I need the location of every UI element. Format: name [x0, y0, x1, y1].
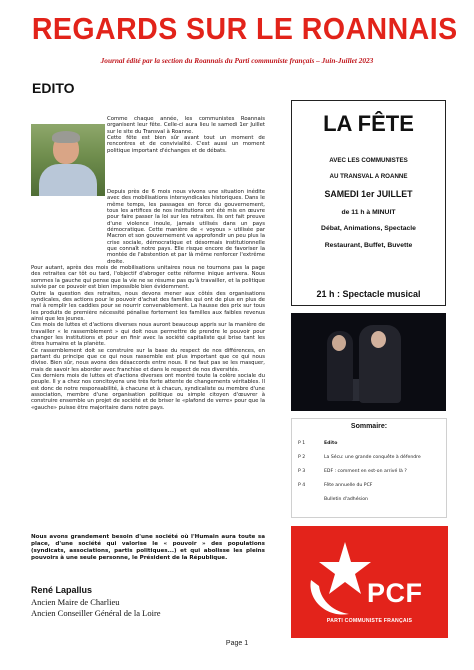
toc-entry: Edito — [324, 441, 338, 446]
fete-catering: Restaurant, Buffet, Buvette — [324, 242, 413, 249]
toc-entry: Bulletin d'adhésion — [324, 497, 368, 502]
table-of-contents — [291, 418, 447, 518]
edito-intro-paragraph-2: Cette fête est bien sûr avant tout un moment de rencontres et de convivialité. C'est aussi un moment politique important d'échanges et de débats. — [107, 135, 265, 154]
fete-spectacle: 21 h : Spectacle musical — [316, 289, 421, 299]
edito-intro — [107, 116, 265, 154]
toc-row — [298, 455, 443, 460]
fete-announcement-box — [291, 100, 446, 306]
signature-name: René Lapallus — [31, 585, 93, 595]
star-logo-icon — [305, 540, 375, 620]
musicians-photo — [291, 313, 446, 411]
edito-heading: EDITO — [32, 80, 75, 96]
toc-row — [298, 441, 443, 446]
fete-activities: Débat, Animations, Spectacle — [321, 225, 416, 232]
toc-page-number: P 2 — [298, 455, 306, 460]
signature-title-1: Ancien Maire de Charlieu — [31, 597, 120, 607]
edito-paragraph-5: Ce rassemblement doit se construire sur la base du respect de nos différences, en partant du principe que ce qui nous rassemble est plus important que ce qui nous divise. Bien sûr, nous avons des désaccords entre nous. Il ne faut pas se les masquer, mais de savoir les aborder avec franchise et dans le respect de nos diversités. — [31, 347, 265, 373]
toc-page-number: P 4 — [298, 483, 306, 488]
toc-entry: Fête annuelle du PCF — [324, 483, 373, 488]
pcf-logo-panel — [291, 526, 448, 638]
signature-title-2: Ancien Conseiller Général de la Loire — [31, 607, 161, 618]
pcf-letters: PCF — [367, 578, 423, 608]
fete-line-location: AU TRANSVAL A ROANNE — [329, 173, 408, 180]
toc-row — [298, 469, 443, 474]
edito-paragraph-3: Outre la question des retraites, nous devons mener aux côtés des organisations syndicales, des actions pour le pouvoir d'achat des familles qui ont de plus en plus de mal à remplir les caddies pour se nourrir convenablement. La hausse des prix sur tous les produits de première nécessité pénalise fortement les familles aux faibles revenus ainsi que les jeunes. — [31, 290, 265, 322]
toc-page-number: P 3 — [298, 469, 306, 474]
edito-body — [31, 189, 265, 411]
fete-title: LA FÊTE — [323, 111, 414, 136]
edito-paragraph-6: Ces derniers mois de luttes et d'actions diverses ont montré toute la colère sociale du peuple. Il y a chez nos concitoyens une très forte attente de changements véritables. Il est donc de notre responsabilité, à chacune et à chacun, syndicaliste ou membre d'une association, membre d'une organisation politique ou simple citoyen d'œuvrer à construire ensemble un projet de société et de briser le «plafond de verre» pour que la «gauche» puisse être majoritaire dans notre pays. — [31, 372, 265, 411]
signature-block — [31, 585, 265, 618]
fete-line-communists: AVEC LES COMMUNISTES — [329, 157, 408, 164]
author-photo — [31, 124, 105, 196]
toc-entry: La Sécu: une grande conquête à défendre — [324, 455, 421, 460]
fete-hours: de 11 h à MINUIT — [341, 209, 396, 216]
edito-paragraph-4: Ces mois de luttes et d'actions diverses nous auront beaucoup appris sur la manière de travailler « le rassemblement » qui doit nous permettre de prendre le pouvoir pour changer les institutions et pour en finir avec la société capitaliste qui brise tant les êtres humains et la planète. — [31, 322, 265, 348]
toc-page-number: P 1 — [298, 441, 306, 446]
edito-intro-paragraph-1: Comme chaque année, les communistes Roannais organisent leur fête. Celle-ci aura lieu le samedi 1er Juillet sur le site du Transval à Roanne. — [107, 116, 265, 135]
fete-date: SAMEDI 1er JUILLET — [324, 189, 413, 199]
edito-paragraph-1: Depuis près de 6 mois nous vivons une situation inédite avec des mobilisations intersyndicales historiques. Dans le même temps, les passages en force du gouvernement, tous les artifices de nos institutions ont été mis en œuvre pour faire passer la loi sur les retraites. Ils ont fait preuve d'une violence inouïe, jamais utilisés dans un pays démocratique. Cette manière de « voyous » utilisée par Macron et son gouvernement va approfondir un peu plus la crise sociale, démocratique et désormais institutionnelle que connaît notre pays. Elle risque encore de favoriser la montée de l'abstention et par là même renforcer l'extrême droite. — [107, 189, 265, 265]
edito-closing-statement: Nous avons grandement besoin d'une société où l'Humain aura toute sa place, d'une société qui valorise le « pouvoir » des populations (syndicats, associations, partis politiques...) et qui abolisse les pleins pouvoirs à une seule personne, le Président de la République. — [31, 534, 265, 561]
page-number: Page 1 — [225, 640, 249, 647]
newspaper-masthead: REGARDS SUR LE ROANNAIS — [31, 11, 458, 46]
toc-row — [298, 483, 443, 488]
masthead-subtitle: Journal édité par la section du Roannais du Parti communiste français – Juin-Juillet 2023 — [100, 56, 374, 65]
edito-paragraph-2: Pour autant, après des mois de mobilisations unitaires nous ne tournons pas la page des retraites car tôt ou tard, l'objectif d'abroger cette réforme inique arrivera. Nous sommes la gauche qui pense que la vie ne se résume pas qu'à travailler, et la politique suivie par ce pouvoir est bien impossible bien évidemment. — [31, 265, 265, 291]
toc-title: Sommaire: — [350, 423, 388, 430]
toc-entry: EDF : comment en est-on arrivé là ? — [324, 469, 407, 474]
pcf-full-name: PARTI COMMUNISTE FRANÇAIS — [326, 618, 413, 624]
toc-row — [298, 497, 443, 502]
